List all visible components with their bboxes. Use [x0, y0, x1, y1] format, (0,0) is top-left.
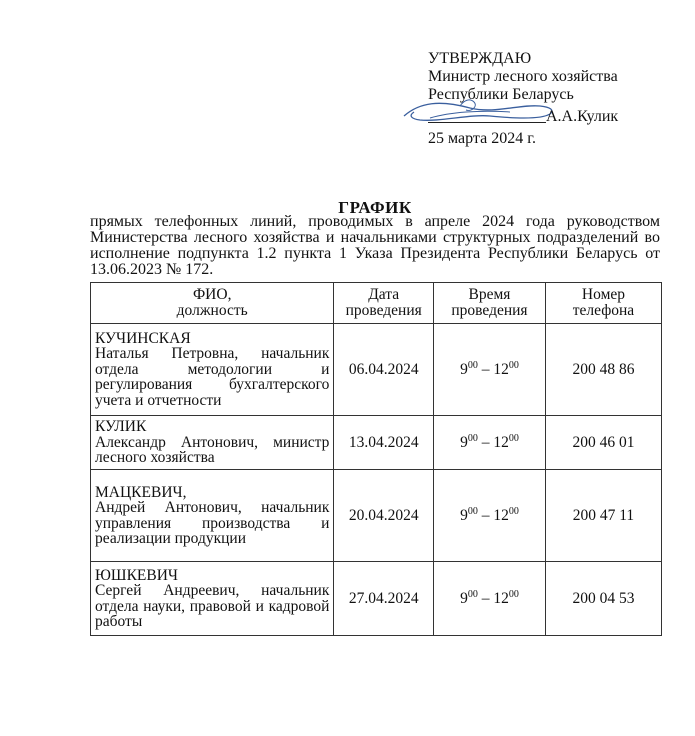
time-start-minutes: 00 — [467, 588, 478, 600]
header-phone-line1: Номер — [581, 286, 626, 303]
phone-cell: 200 48 86 — [545, 324, 661, 416]
header-time-line1: Время — [468, 286, 511, 303]
person-lastname: МАЦКЕВИЧ, — [95, 483, 187, 501]
person-lastname: КУЛИК — [95, 418, 147, 436]
time-start-hour: 9 — [460, 506, 468, 524]
phone-cell: 200 47 11 — [545, 470, 661, 562]
header-name — [91, 283, 334, 324]
approval-position-line2: Республики Беларусь — [428, 86, 574, 103]
header-phone — [545, 283, 661, 324]
time-end-hour: – 12 — [477, 360, 509, 378]
person-cell — [91, 470, 334, 562]
schedule-table — [90, 282, 662, 636]
time-cell — [434, 562, 546, 636]
table-row — [91, 470, 662, 562]
document-subtitle: прямых телефонных линий, проводимых в апреле 2024 года руководством Министерства лесного хозяйства и начальниками структурных подразделений во исполнение подпункта 1.2 пункта 1 Указа Президента Республики Беларусь от 13.06.2023 № 172. — [90, 213, 660, 278]
header-phone-line2: телефона — [572, 302, 635, 319]
approval-heading: УТВЕРЖДАЮ — [428, 50, 532, 67]
time-cell — [434, 324, 546, 416]
time-end-hour: – 12 — [477, 433, 509, 451]
person-details: Александр Антонович, министр лесного хозяйства — [95, 433, 330, 467]
time-end-minutes: 00 — [508, 432, 519, 444]
person-details: Сергей Андреевич, начальник отдела науки, правовой и кадровой работы — [95, 582, 330, 630]
date-cell: 27.04.2024 — [334, 562, 434, 636]
header-name-line1: ФИО, — [192, 286, 232, 303]
time-cell — [434, 470, 546, 562]
person-cell — [91, 324, 334, 416]
date-cell: 06.04.2024 — [334, 324, 434, 416]
phone-cell: 200 04 53 — [545, 562, 661, 636]
time-end-minutes: 00 — [508, 505, 519, 517]
date-cell: 20.04.2024 — [334, 470, 434, 562]
header-time — [434, 283, 546, 324]
header-time-line2: проведения — [451, 302, 528, 319]
approval-date: 25 марта 2024 г. — [428, 130, 536, 147]
header-date-line1: Дата — [368, 286, 400, 303]
person-lastname: КУЧИНСКАЯ — [95, 329, 191, 347]
time-end-hour: – 12 — [477, 506, 509, 524]
person-lastname: ЮШКЕВИЧ — [95, 566, 178, 584]
date-cell: 13.04.2024 — [334, 416, 434, 470]
time-start-hour: 9 — [460, 360, 468, 378]
person-cell — [91, 562, 334, 636]
person-cell — [91, 416, 334, 470]
handwritten-signature — [400, 94, 560, 130]
signer-name: А.А.Кулик — [546, 108, 619, 125]
document-title: ГРАФИК — [338, 198, 412, 217]
signature-row — [428, 104, 668, 130]
time-start-hour: 9 — [460, 589, 468, 607]
phone-cell: 200 46 01 — [545, 416, 661, 470]
table-header-row — [91, 283, 662, 324]
table-row — [91, 562, 662, 636]
time-end-minutes: 00 — [508, 588, 519, 600]
approval-position-line1: Министр лесного хозяйства — [428, 68, 618, 85]
table-row — [91, 324, 662, 416]
table-row — [91, 416, 662, 470]
time-start-minutes: 00 — [467, 359, 478, 371]
person-details: Андрей Антонович, начальник управления производства и реализации продукции — [95, 499, 330, 547]
time-start-minutes: 00 — [467, 505, 478, 517]
header-name-line2: должность — [176, 302, 248, 319]
time-start-hour: 9 — [460, 433, 468, 451]
time-cell — [434, 416, 546, 470]
time-start-minutes: 00 — [467, 432, 478, 444]
header-date — [334, 283, 434, 324]
person-details: Наталья Петровна, начальник отдела методологии и регулирования бухгалтерского учета и отчетности — [95, 345, 330, 409]
header-date-line2: проведения — [345, 302, 422, 319]
approval-block — [428, 50, 668, 148]
time-end-hour: – 12 — [477, 589, 509, 607]
signature-line — [428, 122, 546, 123]
time-end-minutes: 00 — [508, 359, 519, 371]
